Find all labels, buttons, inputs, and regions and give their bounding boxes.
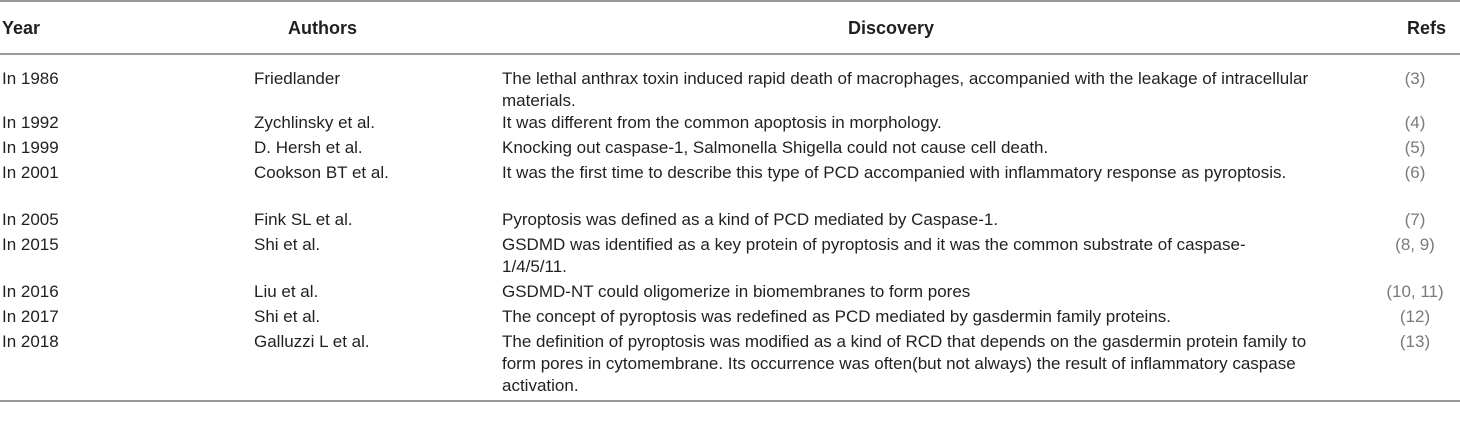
cell-year: In 2001 bbox=[2, 163, 59, 182]
cell-year: In 2016 bbox=[2, 282, 59, 301]
table-row bbox=[0, 137, 1460, 162]
table-row bbox=[0, 306, 1460, 331]
cell-year: In 2017 bbox=[2, 307, 59, 326]
cell-year: In 1999 bbox=[2, 138, 59, 157]
table-header bbox=[0, 1, 1460, 54]
table-body bbox=[0, 54, 1460, 401]
cell-refs-link[interactable]: (6) bbox=[1404, 163, 1426, 182]
table-row bbox=[0, 331, 1460, 401]
cell-authors: Fink SL et al. bbox=[254, 210, 353, 229]
cell-discovery: It was the first time to describe this type of PCD accompanied with inflammatory response as pyroptosis. bbox=[502, 163, 1287, 182]
table-row bbox=[0, 162, 1460, 209]
header-year: Year bbox=[0, 1, 254, 54]
cell-discovery: GSDMD-NT could oligomerize in biomembranes to form pores bbox=[502, 282, 971, 301]
cell-refs-link[interactable]: (8, 9) bbox=[1395, 235, 1435, 254]
cell-year: In 1992 bbox=[2, 113, 59, 132]
cell-refs-link[interactable]: (4) bbox=[1404, 113, 1426, 132]
table-row bbox=[0, 234, 1460, 281]
cell-year: In 2018 bbox=[0, 331, 254, 401]
cell-authors: Galluzzi L et al. bbox=[254, 331, 502, 401]
table-row bbox=[0, 281, 1460, 306]
cell-refs-link[interactable]: (5) bbox=[1404, 138, 1426, 157]
cell-refs-link[interactable]: (13) bbox=[1370, 331, 1460, 401]
cell-year: In 1986 bbox=[2, 69, 59, 88]
cell-discovery: GSDMD was identified as a key protein of pyroptosis and it was the common substrate of caspase-1/4/5/11. bbox=[502, 235, 1246, 276]
header-row bbox=[0, 1, 1460, 54]
cell-refs-link[interactable]: (3) bbox=[1404, 69, 1426, 88]
header-refs: Refs bbox=[1370, 1, 1460, 54]
cell-authors: Shi et al. bbox=[254, 307, 321, 326]
cell-refs-link[interactable]: (7) bbox=[1404, 210, 1426, 229]
table-row bbox=[0, 209, 1460, 234]
cell-authors: Liu et al. bbox=[254, 282, 319, 301]
cell-discovery: The definition of pyroptosis was modified as a kind of RCD that depends on the gasdermin protein family to form pores in cytomembrane. Its occurrence was often(but not always) the result of inflammatory caspase activation. bbox=[502, 331, 1370, 401]
cell-discovery: Knocking out caspase-1, Salmonella Shigella could not cause cell death. bbox=[502, 138, 1049, 157]
cell-year: In 2015 bbox=[2, 235, 59, 254]
header-authors: Authors bbox=[254, 1, 502, 54]
cell-discovery: Pyroptosis was defined as a kind of PCD mediated by Caspase-1. bbox=[502, 210, 999, 229]
cell-discovery: The concept of pyroptosis was redefined as PCD mediated by gasdermin family proteins. bbox=[502, 307, 1171, 326]
cell-authors: Shi et al. bbox=[254, 235, 321, 254]
cell-year: In 2005 bbox=[2, 210, 59, 229]
cell-authors: Cookson BT et al. bbox=[254, 163, 389, 182]
cell-refs-link[interactable]: (12) bbox=[1399, 307, 1431, 326]
table-row bbox=[0, 54, 1460, 112]
cell-authors: D. Hersh et al. bbox=[254, 138, 363, 157]
cell-authors: Zychlinsky et al. bbox=[254, 113, 375, 132]
cell-refs-link[interactable]: (10, 11) bbox=[1386, 282, 1444, 301]
cell-discovery: It was different from the common apoptosis in morphology. bbox=[502, 113, 942, 132]
cell-discovery: The lethal anthrax toxin induced rapid death of macrophages, accompanied with the leakage of intracellular materials. bbox=[502, 69, 1309, 110]
cell-authors: Friedlander bbox=[254, 69, 340, 88]
header-discovery: Discovery bbox=[502, 1, 1370, 54]
table-row bbox=[0, 112, 1460, 137]
